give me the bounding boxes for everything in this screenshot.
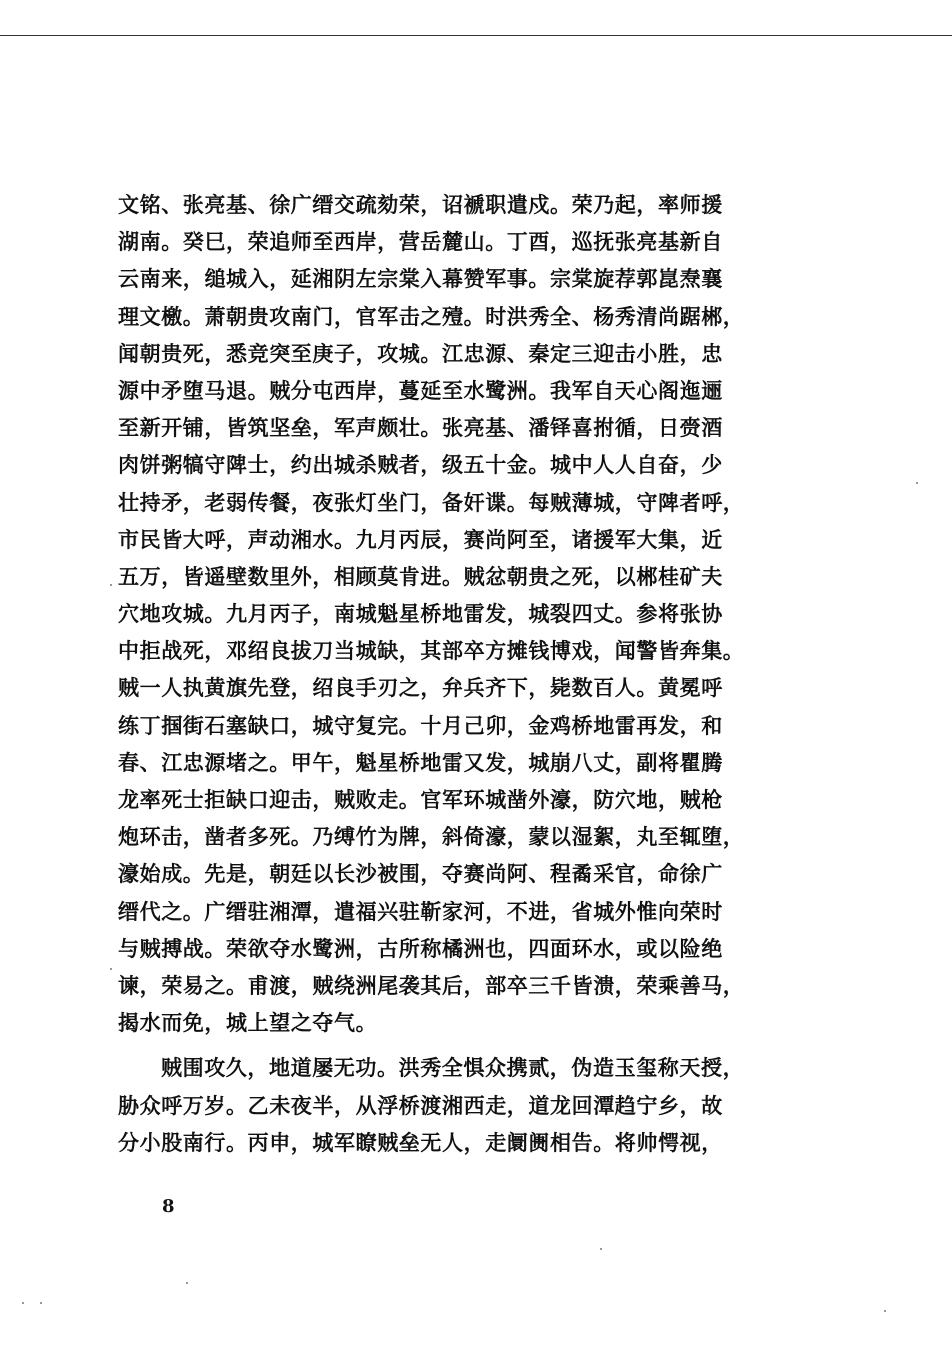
text-line: 文铭、张亮基、徐广缙交疏劾荣，诏褫职遣戍。荣乃起，率师援 [118,192,723,217]
scan-speck [110,968,112,970]
text-line: 肉饼粥犒守陴士，约出城杀贼者，级五十金。城中人人自奋，少 [118,452,723,478]
paragraph [118,1049,808,1161]
scan-speck [186,1282,188,1284]
text-line: 与贼搏战。荣欲夺水鹭洲，古所称橘洲也，四面环水，或以险绝 [118,935,723,961]
text-line: 至新开铺，皆筑坚垒，军声颇壮。张亮基、潘铎喜拊循，日赍酒 [118,415,723,441]
text-line: 湖南。癸巳，荣追师至西岸，营岳麓山。丁酉，巡抚张亮基新自 [118,229,723,255]
text-line: 胁众呼万岁。乙未夜半，从浮桥渡湘西走，道龙回潭趋宁乡，故 [118,1092,723,1118]
scan-speck [110,584,112,586]
scan-speck [916,482,918,484]
text-line: 濠始成。先是，朝廷以长沙被围，夺赛尚阿、程矞采官，命徐广 [118,861,723,887]
text-line: 贼一人执黄旗先登，绍良手刃之，弁兵齐下，毙数百人。黄冕呼 [118,675,723,701]
text-line: 理文檄。萧朝贵攻南门，官军击之殪。时洪秀全、杨秀清尚踞郴， [118,303,745,329]
text-line: 练丁掴街石塞缺口，城守复完。十月己卯，金鸡桥地雷再发，和 [118,712,723,738]
text-line: 五万，皆遥壁数里外，相顾莫肯进。贼忿朝贵之死，以郴桂矿夫 [118,563,723,589]
body-text [118,186,808,1161]
text-line: 市民皆大呼，声动湘水。九月丙辰，赛尚阿至，诸援军大集，近 [118,526,723,552]
top-rule [0,35,952,36]
text-line: 缙代之。广缙驻湘潭，遣福兴驻靳家河，不进，省城外惟向荣时 [118,898,723,924]
text-line: 揭水而免，城上望之夺气。 [118,1010,378,1036]
paragraph [118,186,808,1041]
text-line: 分小股南行。丙申，城军瞭贼垒无人，走阛阓相告。将帅愕视， [118,1129,723,1155]
text-line: 闻朝贵死，悉竞突至庚子，攻城。江忠源、秦定三迎击小胜，忠 [118,340,723,366]
text-line: 春、江忠源堵之。甲午，魁星桥地雷又发，城崩八丈，副将瞿腾 [118,749,723,775]
text-line: 源中矛堕马退。贼分屯西岸，蔓延至水鹭洲。我军自天心阁迤逦 [118,377,723,403]
text-line: 穴地攻城。九月丙子，南城魁星桥地雷发，城裂四丈。参将张协 [118,601,723,627]
text-line: 炮环击，凿者多死。乃缚竹为牌，斜倚濠，蒙以湿絮，丸至辄堕， [118,824,745,850]
text-line: 谏，荣易之。甫渡，贼绕洲尾袭其后，部卒三千皆溃，荣乘善马， [118,972,745,998]
text-line: 云南来，缒城入，延湘阴左宗棠入幕赞军事。宗棠旋荐郭崑焘襄 [118,266,723,292]
text-line: 贼围攻久，地道屡无功。洪秀全惧众携贰，伪造玉玺称天授， [161,1055,745,1081]
scan-speck [22,1302,24,1304]
text-line: 龙率死士拒缺口迎击，贼败走。官军环城凿外濠，防穴地，贼枪 [118,787,723,812]
scan-speck [600,1248,602,1250]
text-line: 壮持矛，老弱传餐，夜张灯坐门，备奸谍。每贼薄城，守陴者呼， [118,489,745,515]
scan-speck [40,1302,42,1304]
text-line: 中拒战死，邓绍良拔刀当城缺，其部卒方摊钱博戏，闻警皆奔集。 [118,638,745,664]
scan-speck [884,1310,886,1312]
page-number: 8 [162,1196,175,1217]
